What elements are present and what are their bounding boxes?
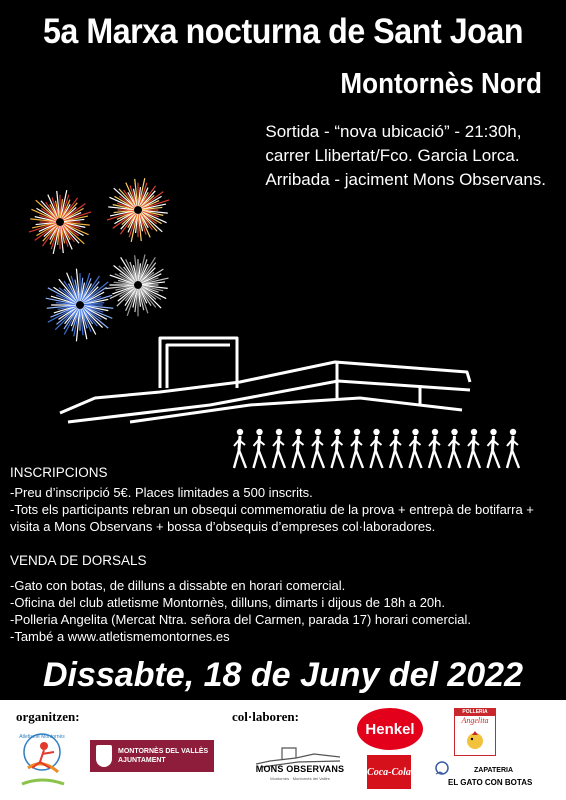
ajuntament-logo: [90, 740, 214, 772]
event-date: Dissabte, 18 de Juny del 2022: [42, 656, 524, 694]
info-line: -Tots els participants rebran un obsequi commemoratiu de la prova + entrepà de botifarra + visita a Mons Observans + bossa d’obsequis d’empreses col·laboradores.: [10, 502, 534, 534]
polleria-name: Angelita: [461, 716, 489, 725]
venda-section: [10, 552, 556, 645]
organitzen-label: organitzen:: [16, 709, 80, 724]
zapateria-label: ZAPATERIA: [474, 767, 514, 774]
walker-figure: [293, 429, 305, 468]
walker-figure: [390, 429, 402, 468]
walker-figure: [468, 429, 480, 468]
walker-figure: [449, 429, 461, 468]
walkers-illustration: [234, 429, 519, 468]
poster-illustration: [0, 160, 566, 480]
info-line: -Polleria Angelita (Mercat Ntra. señora del Carmen, parada 17) horari comercial.: [10, 612, 471, 627]
mons-observans-subtext: Montornès · Montornès del Vallès: [270, 776, 330, 781]
walker-figure: [234, 429, 246, 468]
start-line: Sortida - “nova ubicació” - 21:30h,: [265, 122, 522, 141]
fireworks-illustration: [29, 178, 169, 341]
info-line: -Preu d’inscripció 5€. Places limitades a 500 inscrits.: [10, 485, 313, 500]
start-line: carrer Llibertat/Fco. Garcia Lorca.: [265, 146, 520, 165]
cocacola-name: Coca-Cola: [367, 766, 411, 778]
inscripcions-section: [10, 464, 556, 535]
polleria-logo: [454, 708, 496, 756]
henkel-logo: [357, 708, 423, 750]
building-outline-illustration: [60, 338, 470, 422]
walker-figure: [351, 429, 363, 468]
ajuntament-label: AJUNTAMENT: [118, 757, 166, 764]
walker-figure: [371, 429, 383, 468]
walker-figure: [507, 429, 519, 468]
info-line: -Gato con botas, de dilluns a dissabte en horari comercial.: [10, 578, 346, 593]
chicken-icon: [455, 725, 495, 753]
mons-observans-name: MONS OBSERVANS: [255, 764, 345, 774]
walker-figure: [312, 429, 324, 468]
atletisme-logo-text: Atletisme Montornès: [19, 734, 65, 740]
atletisme-logo: [14, 728, 70, 792]
info-line: -Oficina del club atletisme Montornès, dilluns, dimarts i dijous de 18h a 20h.: [10, 595, 445, 610]
walker-figure: [332, 429, 344, 468]
poster-subtitle: Montornès Nord: [340, 68, 542, 100]
polleria-label: POLLERIA: [455, 709, 495, 716]
shield-icon: [96, 745, 112, 767]
walker-figure: [273, 429, 285, 468]
section-header: VENDA DE DORSALS: [10, 553, 147, 568]
poster-title: 5a Marxa nocturna de Sant Joan: [42, 12, 524, 51]
walker-figure: [410, 429, 422, 468]
cocacola-logo: [367, 755, 411, 789]
henkel-name: Henkel: [365, 720, 415, 738]
start-line: Arribada - jaciment Mons Observans.: [265, 170, 546, 189]
walker-figure: [488, 429, 500, 468]
zapateria-logo: [430, 758, 556, 794]
walker-figure: [254, 429, 266, 468]
zapateria-name: EL GATO CON BOTAS: [448, 778, 533, 787]
section-header: INSCRIPCIONS: [10, 465, 108, 480]
info-line: -També a www.atletismemontornes.es: [10, 629, 230, 644]
sponsors-footer: [0, 700, 566, 800]
walker-figure: [429, 429, 441, 468]
ajuntament-name: MONTORNÈS DEL VALLÈS: [118, 748, 209, 755]
collaboren-label: col·laboren:: [232, 709, 299, 724]
